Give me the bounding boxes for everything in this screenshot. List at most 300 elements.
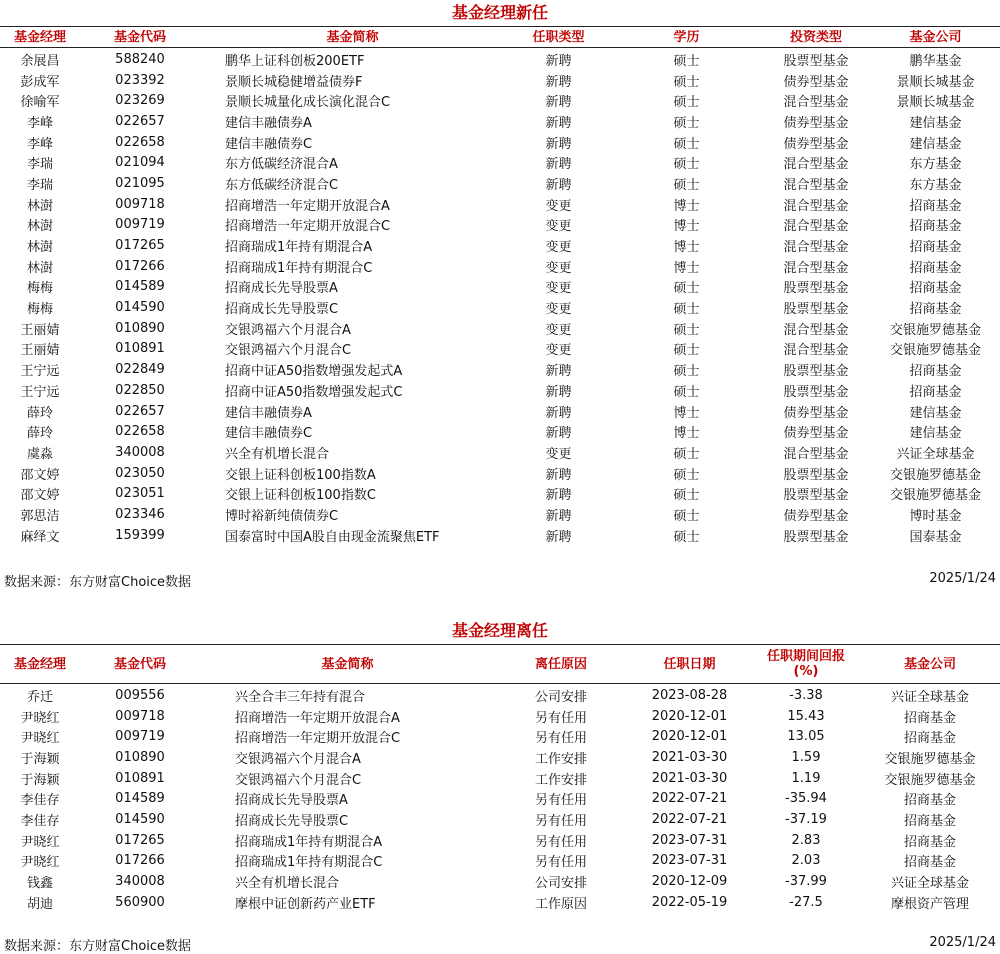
appointments-cell: 招商基金 bbox=[909, 384, 962, 400]
departures-col-header: 任职日期 bbox=[663, 656, 716, 672]
departures-cell: 15.43 bbox=[787, 708, 825, 724]
appointments-footer bbox=[4, 571, 996, 590]
departures-cell: -3.38 bbox=[789, 687, 823, 703]
appointments-cell: 硕士 bbox=[673, 508, 700, 524]
departures-cell: 李佳存 bbox=[20, 793, 60, 809]
appointments-cell: 023346 bbox=[115, 506, 165, 522]
departures-cell: 交银施罗德基金 bbox=[884, 751, 976, 767]
appointments-cell: 博士 bbox=[673, 260, 700, 276]
departures-cell: 招商增浩一年定期开放混合A bbox=[235, 710, 400, 726]
departures-table-row bbox=[0, 685, 1000, 706]
appointments-cell: 新聘 bbox=[545, 157, 572, 173]
appointments-cell: 债券型基金 bbox=[783, 508, 849, 524]
appointments-cell: 梅梅 bbox=[26, 302, 53, 318]
departures-cell: 2022-07-21 bbox=[651, 811, 728, 827]
departures-cell: 招商成长先导股票A bbox=[235, 793, 348, 809]
appointments-cell: 股票型基金 bbox=[783, 529, 849, 545]
appointments-cell: 022658 bbox=[115, 134, 165, 150]
appointments-cell: 彭成军 bbox=[20, 74, 60, 90]
appointments-cell: 硕士 bbox=[673, 115, 700, 131]
appointments-cell: 景顺长城基金 bbox=[896, 74, 975, 90]
appointments-cell: 新聘 bbox=[545, 426, 572, 442]
appointments-cell: 股票型基金 bbox=[783, 53, 849, 69]
appointments-table-row bbox=[0, 173, 1000, 194]
appointments-cell: 变更 bbox=[545, 343, 572, 359]
appointments-cell: 股票型基金 bbox=[783, 302, 849, 318]
appointments-cell: 博士 bbox=[673, 219, 700, 235]
appointments-cell: 新聘 bbox=[545, 405, 572, 421]
appointments-cell: 招商基金 bbox=[909, 198, 962, 214]
appointments-cell: 023051 bbox=[115, 486, 165, 502]
appointments-cell: 债券型基金 bbox=[783, 426, 849, 442]
appointments-cell: 新聘 bbox=[545, 74, 572, 90]
appointments-cell: 景顺长城基金 bbox=[896, 95, 975, 111]
appointments-cell: 硕士 bbox=[673, 136, 700, 152]
appointments-table-row bbox=[0, 277, 1000, 298]
departures-cell: 560900 bbox=[115, 894, 165, 910]
departures-cell: -35.94 bbox=[785, 791, 827, 807]
departures-cell: 另有任用 bbox=[534, 731, 587, 747]
appointments-cell: 国泰基金 bbox=[909, 529, 962, 545]
appointments-cell: 新聘 bbox=[545, 384, 572, 400]
departures-cell: 兴证全球基金 bbox=[890, 689, 969, 705]
appointments-cell: 邵文婷 bbox=[20, 467, 60, 483]
departures-cell: 招商瑞成1年持有期混合A bbox=[235, 834, 383, 850]
appointments-cell: 交银施罗德基金 bbox=[889, 467, 981, 483]
departures-cell: 交银施罗德基金 bbox=[884, 772, 976, 788]
appointments-cell: 东方低碳经济混合A bbox=[225, 157, 338, 173]
appointments-col-header: 基金公司 bbox=[909, 29, 962, 45]
departures-cell: 招商成长先导股票C bbox=[235, 813, 349, 829]
appointments-cell: 混合型基金 bbox=[783, 446, 849, 462]
departures-cell: 2.83 bbox=[791, 832, 821, 848]
departures-cell: 胡迪 bbox=[26, 896, 53, 912]
appointments-cell: 新聘 bbox=[545, 53, 572, 69]
appointments-cell: 340008 bbox=[115, 444, 165, 460]
appointments-cell: 东方基金 bbox=[909, 177, 962, 193]
appointments-cell: 招商中证A50指数增强发起式C bbox=[225, 384, 403, 400]
appointments-col-header: 基金经理 bbox=[13, 29, 66, 45]
appointments-col-header: 基金代码 bbox=[113, 29, 166, 45]
appointments-cell: 债券型基金 bbox=[783, 405, 849, 421]
appointments-table-row bbox=[0, 463, 1000, 484]
departures-footer bbox=[4, 935, 996, 954]
appointments-cell: 招商增浩一年定期开放混合C bbox=[225, 219, 391, 235]
appointments-cell: 徐喻军 bbox=[20, 95, 60, 111]
appointments-table-row bbox=[0, 152, 1000, 173]
appointments-cell: 交银鸿福六个月混合A bbox=[225, 322, 351, 338]
appointments-cell: 薛玲 bbox=[26, 405, 53, 421]
appointments-table-row bbox=[0, 359, 1000, 380]
appointments-cell: 国泰富时中国A股自由现金流聚焦ETF bbox=[225, 529, 440, 545]
appointments-cell: 变更 bbox=[545, 240, 572, 256]
appointments-cell: 建信基金 bbox=[909, 405, 962, 421]
appointments-cell: 新聘 bbox=[545, 95, 572, 111]
appointments-cell: 招商基金 bbox=[909, 219, 962, 235]
departures-cell: 009556 bbox=[115, 687, 165, 703]
appointments-cell: 博士 bbox=[673, 240, 700, 256]
appointments-table-row bbox=[0, 421, 1000, 442]
appointments-cell: 林澍 bbox=[26, 198, 53, 214]
appointments-table-row bbox=[0, 90, 1000, 111]
departures-cell: 兴全有机增长混合 bbox=[235, 876, 340, 892]
appointments-cell: 招商中证A50指数增强发起式A bbox=[225, 364, 403, 380]
appointments-cell: 招商基金 bbox=[909, 302, 962, 318]
departures-col-header: 离任原因 bbox=[534, 656, 587, 672]
appointments-cell: 硕士 bbox=[673, 467, 700, 483]
appointments-cell: 招商成长先导股票C bbox=[225, 302, 339, 318]
appointments-cell: 硕士 bbox=[673, 446, 700, 462]
departures-section bbox=[0, 618, 1000, 913]
departures-cell: 招商基金 bbox=[903, 731, 956, 747]
appointments-cell: 硕士 bbox=[673, 384, 700, 400]
departures-cell: 010890 bbox=[115, 749, 165, 765]
appointments-cell: 建信基金 bbox=[909, 426, 962, 442]
appointments-cell: 新聘 bbox=[545, 364, 572, 380]
departures-cell: 乔迁 bbox=[26, 689, 53, 705]
departures-cell: 2020-12-01 bbox=[651, 729, 728, 745]
appointments-cell: 009718 bbox=[115, 196, 165, 212]
departures-cell: 招商基金 bbox=[903, 855, 956, 871]
appointments-cell: 022658 bbox=[115, 424, 165, 440]
appointments-cell: 硕士 bbox=[673, 95, 700, 111]
appointments-cell: 混合型基金 bbox=[783, 177, 849, 193]
appointments-cell: 014590 bbox=[115, 300, 165, 316]
departures-cell: 2021-03-30 bbox=[651, 770, 728, 786]
appointments-cell: 023269 bbox=[115, 93, 165, 109]
appointments-table-row bbox=[0, 194, 1000, 215]
departures-cell: 兴全合丰三年持有混合 bbox=[235, 689, 366, 705]
departures-cell: 009718 bbox=[115, 708, 165, 724]
appointments-cell: 新聘 bbox=[545, 136, 572, 152]
appointments-col-header: 学历 bbox=[673, 29, 700, 45]
appointments-cell: 硕士 bbox=[673, 177, 700, 193]
appointments-cell: 交银施罗德基金 bbox=[889, 488, 981, 504]
appointments-cell: 招商瑞成1年持有期混合A bbox=[225, 240, 373, 256]
appointments-cell: 李峰 bbox=[26, 136, 53, 152]
appointments-cell: 新聘 bbox=[545, 508, 572, 524]
departures-cell: 1.59 bbox=[791, 749, 821, 765]
appointments-cell: 588240 bbox=[115, 51, 165, 67]
departures-cell: 2023-08-28 bbox=[651, 687, 728, 703]
departures-cell: 公司安排 bbox=[534, 876, 587, 892]
appointments-cell: 王丽婧 bbox=[20, 343, 60, 359]
appointments-cell: 硕士 bbox=[673, 157, 700, 173]
appointments-cell: 邵文婷 bbox=[20, 488, 60, 504]
appointments-cell: 建信丰融债券A bbox=[225, 115, 312, 131]
departures-cell: 尹晓红 bbox=[20, 731, 60, 747]
appointments-cell: 009719 bbox=[115, 217, 165, 233]
appointments-cell: 招商基金 bbox=[909, 364, 962, 380]
appointments-cell: 虞淼 bbox=[26, 446, 53, 462]
appointments-cell: 王丽婧 bbox=[20, 322, 60, 338]
departures-table-row bbox=[0, 747, 1000, 768]
appointments-table-row bbox=[0, 70, 1000, 91]
departures-cell: 另有任用 bbox=[534, 834, 587, 850]
appointments-cell: 林澍 bbox=[26, 219, 53, 235]
departures-title: 基金经理离任 bbox=[451, 621, 548, 640]
appointments-cell: 招商瑞成1年持有期混合C bbox=[225, 260, 373, 276]
departures-cell: 另有任用 bbox=[534, 710, 587, 726]
appointments-cell: 博时裕新纯债债券C bbox=[225, 508, 339, 524]
appointments-cell: 余展昌 bbox=[20, 53, 60, 69]
departures-col-header: 任职期间回报 (%) bbox=[766, 649, 845, 679]
appointments-cell: 招商增浩一年定期开放混合A bbox=[225, 198, 390, 214]
departures-cell: 1.19 bbox=[791, 770, 821, 786]
appointments-cell: 东方基金 bbox=[909, 157, 962, 173]
appointments-cell: 混合型基金 bbox=[783, 260, 849, 276]
appointments-cell: 麻绎文 bbox=[20, 529, 60, 545]
appointments-cell: 017266 bbox=[115, 258, 165, 274]
appointments-cell: 招商基金 bbox=[909, 281, 962, 297]
appointments-cell: 交银施罗德基金 bbox=[889, 322, 981, 338]
appointments-cell: 兴证全球基金 bbox=[896, 446, 975, 462]
appointments-cell: 010891 bbox=[115, 341, 165, 357]
appointments-cell: 159399 bbox=[115, 527, 165, 543]
appointments-cell: 变更 bbox=[545, 281, 572, 297]
departures-cell: -37.99 bbox=[785, 874, 827, 890]
appointments-cell: 郭思洁 bbox=[20, 508, 60, 524]
appointments-cell: 017265 bbox=[115, 238, 165, 254]
appointments-cell: 林澍 bbox=[26, 260, 53, 276]
departures-cell: 2020-12-01 bbox=[651, 708, 728, 724]
appointments-cell: 新聘 bbox=[545, 115, 572, 131]
departures-cell: 13.05 bbox=[787, 729, 825, 745]
departures-col-header: 基金简称 bbox=[321, 656, 374, 672]
departures-table-row bbox=[0, 871, 1000, 892]
appointments-cell: 变更 bbox=[545, 446, 572, 462]
departures-table-row bbox=[0, 768, 1000, 789]
appointments-cell: 变更 bbox=[545, 219, 572, 235]
appointments-table-row bbox=[0, 297, 1000, 318]
departures-cell: 公司安排 bbox=[534, 689, 587, 705]
departures-table-body bbox=[0, 684, 1000, 913]
appointments-date: 2025/1/24 bbox=[929, 571, 996, 586]
appointments-cell: 混合型基金 bbox=[783, 343, 849, 359]
appointments-cell: 023392 bbox=[115, 72, 165, 88]
departures-table-row bbox=[0, 892, 1000, 913]
appointments-table-row bbox=[0, 132, 1000, 153]
appointments-cell: 新聘 bbox=[545, 467, 572, 483]
appointments-cell: 交银鸿福六个月混合C bbox=[225, 343, 352, 359]
departures-cell: 2023-07-31 bbox=[651, 832, 728, 848]
appointments-cell: 股票型基金 bbox=[783, 364, 849, 380]
departures-cell: 017265 bbox=[115, 832, 165, 848]
appointments-cell: 混合型基金 bbox=[783, 95, 849, 111]
appointments-cell: 022657 bbox=[115, 113, 165, 129]
departures-cell: 另有任用 bbox=[534, 793, 587, 809]
departures-cell: 009719 bbox=[115, 729, 165, 745]
appointments-cell: 招商基金 bbox=[909, 260, 962, 276]
departures-cell: 招商基金 bbox=[903, 793, 956, 809]
appointments-cell: 梅梅 bbox=[26, 281, 53, 297]
departures-cell: -37.19 bbox=[785, 811, 827, 827]
appointments-cell: 变更 bbox=[545, 302, 572, 318]
appointments-cell: 兴全有机增长混合 bbox=[225, 446, 330, 462]
appointments-cell: 股票型基金 bbox=[783, 281, 849, 297]
appointments-cell: 混合型基金 bbox=[783, 157, 849, 173]
appointments-cell: 博时基金 bbox=[909, 508, 962, 524]
departures-cell: 另有任用 bbox=[534, 855, 587, 871]
appointments-title: 基金经理新任 bbox=[451, 3, 548, 22]
appointments-table-row bbox=[0, 256, 1000, 277]
appointments-cell: 混合型基金 bbox=[783, 219, 849, 235]
appointments-table-row bbox=[0, 525, 1000, 546]
appointments-cell: 硕士 bbox=[673, 364, 700, 380]
departures-cell: 另有任用 bbox=[534, 813, 587, 829]
appointments-cell: 新聘 bbox=[545, 529, 572, 545]
appointments-cell: 022849 bbox=[115, 362, 165, 378]
appointments-cell: 014589 bbox=[115, 279, 165, 295]
appointments-cell: 债券型基金 bbox=[783, 115, 849, 131]
appointments-cell: 硕士 bbox=[673, 302, 700, 318]
appointments-table-row bbox=[0, 483, 1000, 504]
departures-table-row bbox=[0, 830, 1000, 851]
appointments-cell: 变更 bbox=[545, 198, 572, 214]
appointments-cell: 招商基金 bbox=[909, 240, 962, 256]
departures-table-row bbox=[0, 788, 1000, 809]
appointments-cell: 王宁远 bbox=[20, 364, 60, 380]
appointments-cell: 鹏华基金 bbox=[909, 53, 962, 69]
departures-cell: 2022-07-21 bbox=[651, 791, 728, 807]
departures-cell: 尹晓红 bbox=[20, 834, 60, 850]
appointments-cell: 建信丰融债券A bbox=[225, 405, 312, 421]
appointments-cell: 022657 bbox=[115, 403, 165, 419]
departures-cell: 交银鸿福六个月混合C bbox=[235, 772, 362, 788]
appointments-col-header: 基金简称 bbox=[326, 29, 379, 45]
appointments-cell: 变更 bbox=[545, 322, 572, 338]
appointments-cell: 变更 bbox=[545, 260, 572, 276]
appointments-header bbox=[0, 26, 1000, 48]
appointments-table-row bbox=[0, 318, 1000, 339]
appointments-cell: 硕士 bbox=[673, 281, 700, 297]
departures-cell: 2022-05-19 bbox=[651, 894, 728, 910]
departures-table-row bbox=[0, 851, 1000, 872]
appointments-cell: 景顺长城稳健增益债券F bbox=[225, 74, 363, 90]
appointments-cell: 022850 bbox=[115, 382, 165, 398]
appointments-cell: 股票型基金 bbox=[783, 488, 849, 504]
appointments-cell: 010890 bbox=[115, 320, 165, 336]
appointments-cell: 建信丰融债券C bbox=[225, 136, 313, 152]
departures-cell: 李佳存 bbox=[20, 813, 60, 829]
departures-date: 2025/1/24 bbox=[929, 935, 996, 950]
appointments-cell: 混合型基金 bbox=[783, 240, 849, 256]
appointments-cell: 王宁远 bbox=[20, 384, 60, 400]
departures-cell: 摩根资产管理 bbox=[890, 896, 969, 912]
appointments-cell: 股票型基金 bbox=[783, 384, 849, 400]
appointments-cell: 硕士 bbox=[673, 343, 700, 359]
departures-table-row bbox=[0, 706, 1000, 727]
appointments-table-row bbox=[0, 49, 1000, 70]
departures-cell: 工作原因 bbox=[534, 896, 587, 912]
appointments-cell: 李瑞 bbox=[26, 177, 53, 193]
departures-cell: -27.5 bbox=[789, 894, 823, 910]
appointments-table-row bbox=[0, 401, 1000, 422]
appointments-cell: 招商成长先导股票A bbox=[225, 281, 338, 297]
appointments-cell: 东方低碳经济混合C bbox=[225, 177, 339, 193]
appointments-cell: 硕士 bbox=[673, 529, 700, 545]
appointments-cell: 鹏华上证科创板200ETF bbox=[225, 53, 365, 69]
departures-cell: 340008 bbox=[115, 874, 165, 890]
appointments-cell: 交银施罗德基金 bbox=[889, 343, 981, 359]
appointments-cell: 新聘 bbox=[545, 488, 572, 504]
appointments-table-row bbox=[0, 235, 1000, 256]
appointments-cell: 债券型基金 bbox=[783, 74, 849, 90]
appointments-table-row bbox=[0, 215, 1000, 236]
departures-cell: 014589 bbox=[115, 791, 165, 807]
appointments-cell: 硕士 bbox=[673, 53, 700, 69]
appointments-table-row bbox=[0, 504, 1000, 525]
appointments-cell: 021095 bbox=[115, 175, 165, 191]
appointments-table-row bbox=[0, 380, 1000, 401]
appointments-cell: 交银上证科创板100指数A bbox=[225, 467, 376, 483]
departures-cell: 2020-12-09 bbox=[651, 874, 728, 890]
departures-col-header: 基金代码 bbox=[113, 656, 166, 672]
appointments-cell: 林澍 bbox=[26, 240, 53, 256]
departures-cell: 交银鸿福六个月混合A bbox=[235, 751, 361, 767]
appointments-cell: 硕士 bbox=[673, 74, 700, 90]
appointments-col-header: 任职类型 bbox=[532, 29, 585, 45]
departures-cell: 钱鑫 bbox=[26, 876, 53, 892]
appointments-cell: 新聘 bbox=[545, 177, 572, 193]
appointments-cell: 博士 bbox=[673, 426, 700, 442]
departures-cell: 2023-07-31 bbox=[651, 853, 728, 869]
departures-cell: 014590 bbox=[115, 811, 165, 827]
departures-cell: 尹晓红 bbox=[20, 710, 60, 726]
departures-cell: 2021-03-30 bbox=[651, 749, 728, 765]
departures-cell: 招商基金 bbox=[903, 813, 956, 829]
appointments-cell: 硕士 bbox=[673, 488, 700, 504]
departures-table-row bbox=[0, 726, 1000, 747]
departures-cell: 于海颖 bbox=[20, 772, 60, 788]
appointments-cell: 023050 bbox=[115, 465, 165, 481]
appointments-cell: 建信丰融债券C bbox=[225, 426, 313, 442]
departures-cell: 010891 bbox=[115, 770, 165, 786]
appointments-cell: 硕士 bbox=[673, 322, 700, 338]
appointments-cell: 李瑞 bbox=[26, 157, 53, 173]
appointments-cell: 建信基金 bbox=[909, 115, 962, 131]
departures-col-header: 基金公司 bbox=[903, 656, 956, 672]
appointments-cell: 建信基金 bbox=[909, 136, 962, 152]
departures-cell: 尹晓红 bbox=[20, 855, 60, 871]
appointments-cell: 交银上证科创板100指数C bbox=[225, 488, 376, 504]
appointments-table-body bbox=[0, 48, 1000, 546]
departures-cell: 工作安排 bbox=[534, 751, 587, 767]
departures-col-header: 基金经理 bbox=[13, 656, 66, 672]
appointments-cell: 博士 bbox=[673, 198, 700, 214]
appointments-table-row bbox=[0, 111, 1000, 132]
appointments-table-row bbox=[0, 339, 1000, 360]
departures-table-row bbox=[0, 809, 1000, 830]
appointments-table-row bbox=[0, 442, 1000, 463]
departures-cell: 招商基金 bbox=[903, 834, 956, 850]
departures-cell: 招商瑞成1年持有期混合C bbox=[235, 855, 383, 871]
appointments-cell: 混合型基金 bbox=[783, 198, 849, 214]
departures-cell: 017266 bbox=[115, 853, 165, 869]
departures-cell: 招商增浩一年定期开放混合C bbox=[235, 731, 401, 747]
appointments-col-header: 投资类型 bbox=[789, 29, 842, 45]
departures-cell: 2.03 bbox=[791, 853, 821, 869]
appointments-cell: 021094 bbox=[115, 155, 165, 171]
departures-cell: 招商基金 bbox=[903, 710, 956, 726]
departures-cell: 工作安排 bbox=[534, 772, 587, 788]
appointments-cell: 债券型基金 bbox=[783, 136, 849, 152]
departures-cell: 兴证全球基金 bbox=[890, 876, 969, 892]
appointments-cell: 混合型基金 bbox=[783, 322, 849, 338]
departures-source: 数据来源：东方财富Choice数据 bbox=[4, 939, 192, 954]
appointments-source: 数据来源：东方财富Choice数据 bbox=[4, 575, 192, 590]
appointments-cell: 股票型基金 bbox=[783, 467, 849, 483]
